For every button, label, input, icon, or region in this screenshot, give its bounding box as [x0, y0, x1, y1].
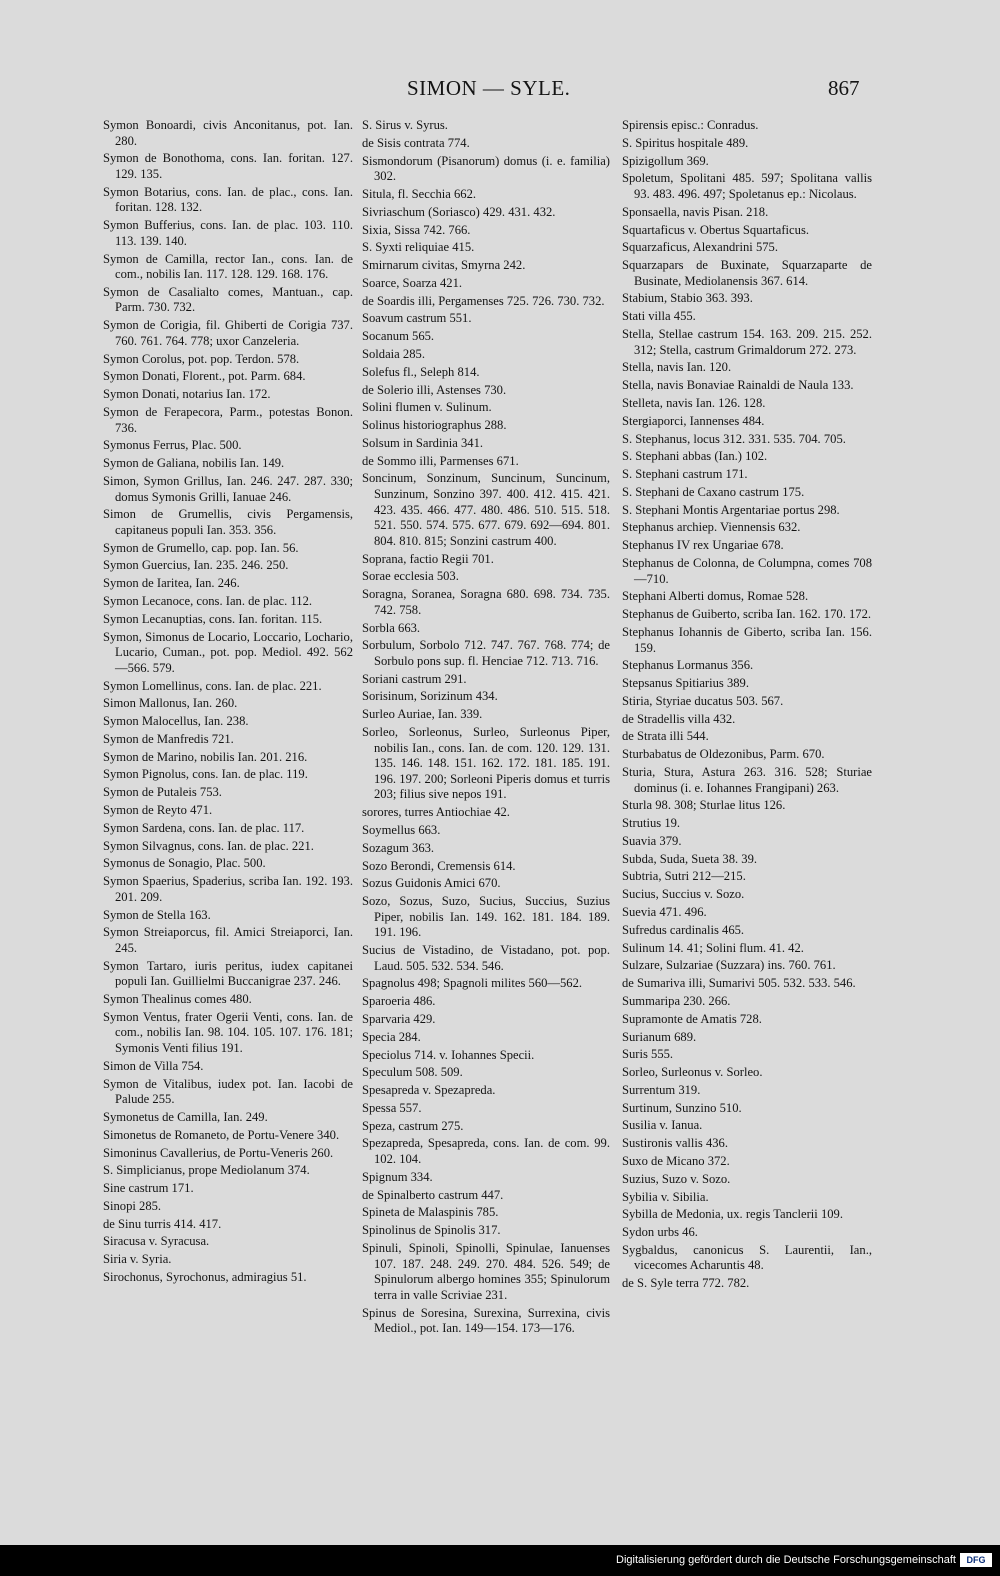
index-entry: Symon Botarius, cons. Ian. de plac., cons. Ian. foritan. 128. 132. — [103, 184, 353, 215]
index-entry: de Strata illi 544. — [622, 729, 709, 744]
index-entry: Solsum in Sardinia 341. — [362, 435, 484, 450]
index-entry: Subtria, Sutri 212—215. — [622, 869, 746, 884]
index-entry: Siria v. Syria. — [103, 1252, 172, 1267]
index-entry: Symon Streiaporcus, fil. Amici Streiaporci, Ian. 245. — [103, 925, 353, 955]
index-entry: Symon Bufferius, cons. Ian. de plac. 103. 110. 113. 139. 140. — [103, 218, 353, 248]
index-entry: Symon Guercius, Ian. 235. 246. 250. — [103, 558, 289, 573]
index-entry: Symonus de Sonagio, Plac. 500. — [103, 856, 266, 871]
footer-bar — [0, 1545, 1000, 1576]
index-entry: Spineta de Malaspinis 785. — [362, 1205, 499, 1220]
page-header — [0, 76, 1000, 106]
index-entry: Squarzaficus, Alexandrini 575. — [622, 240, 778, 255]
index-entry: Socanum 565. — [362, 329, 435, 344]
index-entry: Summaripa 230. 266. — [622, 993, 731, 1008]
index-entry: Sorbulum, Sorbolo 712. 747. 767. 768. 774; de Sorbulo pons sup. fl. Henciae 712. 713. 716. — [362, 638, 610, 668]
index-entry: Squartaficus v. Obertus Squartaficus. — [622, 222, 809, 237]
index-entry: Symon Pignolus, cons. Ian. de plac. 119. — [103, 767, 308, 782]
index-entry: Suzius, Suzo v. Sozo. — [622, 1171, 731, 1186]
index-entry: Spesapreda v. Spezapreda. — [362, 1083, 496, 1098]
index-entry: Sorae ecclesia 503. — [362, 569, 459, 584]
index-entry: Squarzapars de Buxinate, Squarzaparte de Businate, Mediolanensis 367. 614. — [622, 258, 872, 288]
index-entry: Surleo Auriae, Ian. 339. — [362, 707, 483, 722]
index-entry: Soragna, Soranea, Soragna 680. 698. 734. 735. 742. 758. — [362, 587, 610, 617]
index-entry: Soriani castrum 291. — [362, 671, 467, 686]
index-entry: Stephanus de Guiberto, scriba Ian. 162. 170. 172. — [622, 607, 872, 622]
index-entry: Spignum 334. — [362, 1169, 433, 1184]
index-entry: Sustironis vallis 436. — [622, 1136, 729, 1151]
index-entry: Subda, Suda, Sueta 38. 39. — [622, 851, 758, 866]
index-entry: Surtinum, Sunzino 510. — [622, 1100, 742, 1115]
dfg-logo-icon: DFG — [960, 1553, 992, 1567]
index-entry: Symonus Ferrus, Plac. 500. — [103, 438, 242, 453]
index-entry: Sorleo, Sorleonus, Surleo, Surleonus Piper, nobilis Ian., cons. Ian. de com. 120. 129. 131. 135. 146. 148. 151. 162. 172. 181. 185. 191. 196. 197. 200; Sorleoni Piperis domus et turris 203; filius sive nepos 191. — [362, 725, 610, 802]
index-entry: Suxo de Micano 372. — [622, 1153, 730, 1168]
index-entry: S. Stephani de Caxano castrum 175. — [622, 484, 805, 499]
index-entry: S. Stephani Montis Argentariae portus 298. — [622, 502, 840, 517]
index-entry: Symon de Stella 163. — [103, 907, 211, 922]
index-entry: Simon de Grumellis, civis Pergamensis, capitaneus populi Ian. 353. 356. — [103, 507, 353, 537]
index-entry: Solefus fl., Seleph 814. — [362, 364, 480, 379]
index-entry: Spinus de Soresina, Surexina, Surrexina, civis Mediol., pot. Ian. 149—154. 173—176. — [362, 1305, 610, 1336]
index-entry: Sorbla 663. — [362, 620, 421, 635]
index-entry: Sturla 98. 308; Sturlae litus 126. — [622, 798, 786, 813]
index-entry: Sygbaldus, canonicus S. Laurentii, Ian., vicecomes Acharuntis 48. — [622, 1242, 872, 1273]
index-entry: S. Spiritus hospitale 489. — [622, 135, 749, 150]
index-entry: Simon, Symon Grillus, Ian. 246. 247. 287. 330; domus Symonis Grilli, Ianuae 246. — [103, 473, 353, 504]
index-entry: Symon de Putaleis 753. — [103, 785, 222, 800]
index-entry: Stepsanus Spitiarius 389. — [622, 676, 749, 691]
index-entry: Stella, navis Ian. 120. — [622, 360, 732, 375]
index-entry: Sturbabatus de Oldezonibus, Parm. 670. — [622, 747, 825, 762]
index-entry: Symon de Grumello, cap. pop. Ian. 56. — [103, 540, 299, 555]
index-column-3 — [622, 118, 872, 1294]
index-entry: Suevia 471. 496. — [622, 905, 707, 920]
index-entry: S. Stephani abbas (Ian.) 102. — [622, 449, 768, 464]
index-entry: sorores, turres Antiochiae 42. — [362, 805, 510, 820]
index-entry: Stephanus de Colonna, de Columpna, comes 708—710. — [622, 555, 872, 586]
index-entry: Sucius de Vistadino, de Vistadano, pot. pop. Laud. 505. 532. 534. 546. — [362, 943, 610, 973]
index-entry: Specia 284. — [362, 1029, 421, 1044]
index-entry: Sismondorum (Pisanorum) domus (i. e. familia) 302. — [362, 153, 610, 184]
index-entry: Soymellus 663. — [362, 822, 441, 837]
index-column-2 — [362, 118, 610, 1339]
index-entry: Symon Spaerius, Spaderius, scriba Ian. 192. 193. 201. 209. — [103, 874, 353, 904]
index-entry: Symon Lomellinus, cons. Ian. de plac. 221. — [103, 678, 322, 693]
index-entry: Symon Malocellus, Ian. 238. — [103, 714, 249, 729]
index-entry: de Soardis illi, Pergamenses 725. 726. 730. 732. — [362, 293, 605, 308]
index-entry: Symon, Simonus de Locario, Loccario, Lochario, Lucario, Cuman., pot. pop. Mediol. 492. 562—566. 579. — [103, 629, 353, 675]
index-entry: Strutius 19. — [622, 816, 681, 831]
index-entry: Sinopi 285. — [103, 1198, 162, 1213]
index-entry: Symon de Bonothoma, cons. Ian. foritan. 127. 129. 135. — [103, 151, 353, 181]
index-entry: Sozo, Sozus, Suzo, Sucius, Succius, Suzius Piper, nobilis Ian. 149. 162. 181. 184. 189. 191. 196. — [362, 894, 610, 940]
index-entry: Stiria, Styriae ducatus 503. 567. — [622, 693, 784, 708]
index-entry: S. Stephani castrum 171. — [622, 467, 748, 482]
index-entry: Spessa 557. — [362, 1100, 422, 1115]
index-entry: Speza, castrum 275. — [362, 1118, 464, 1133]
index-entry: Sulinum 14. 41; Solini flum. 41. 42. — [622, 940, 804, 955]
index-entry: Spezapreda, Spesapreda, cons. Ian. de com. 99. 102. 104. — [362, 1136, 610, 1167]
index-entry: Simoninus Cavallerius, de Portu-Veneris 260. — [103, 1145, 334, 1160]
index-entry: Symon Sardena, cons. Ian. de plac. 117. — [103, 820, 305, 835]
index-entry: Smirnarum civitas, Smyrna 242. — [362, 258, 526, 273]
index-entry: Symon de Marino, nobilis Ian. 201. 216. — [103, 749, 308, 764]
index-entry: Sirochonus, Syrochonus, admiragius 51. — [103, 1269, 307, 1284]
index-entry: Symon de Iaritea, Ian. 246. — [103, 576, 240, 591]
index-entry: de Spinalberto castrum 447. — [362, 1187, 504, 1202]
index-column-1 — [103, 118, 353, 1288]
index-entry: Symon de Reyto 471. — [103, 803, 213, 817]
index-entry: Stephani Alberti domus, Romae 528. — [622, 589, 809, 604]
index-entry: Solini flumen v. Sulinum. — [362, 400, 492, 415]
index-entry: S. Syxti reliquiae 415. — [362, 240, 475, 255]
index-entry: Spizigollum 369. — [622, 153, 709, 168]
index-entry: Sydon urbs 46. — [622, 1225, 698, 1240]
index-entry: de Sommo illi, Parmenses 671. — [362, 453, 519, 468]
index-entry: Sozagum 363. — [362, 840, 435, 855]
index-entry: Simonetus de Romaneto, de Portu-Venere 340. — [103, 1127, 340, 1142]
index-entry: Stephanus Iohannis de Giberto, scriba Ian. 156. 159. — [622, 624, 872, 655]
index-entry: Symon de Ferapecora, Parm., potestas Bonon. 736. — [103, 404, 353, 435]
index-entry: Susilia v. Ianua. — [622, 1118, 703, 1133]
index-entry: Spinuli, Spinoli, Spinolli, Spinulae, Ianuenses 107. 187. 248. 249. 270. 484. 526. 549; de Spinulorum albergo homines 355; Spinulorum terra in valle Scriviae 231. — [362, 1240, 610, 1302]
index-entry: Sine castrum 171. — [103, 1181, 194, 1196]
index-entry: Symonetus de Camilla, Ian. 249. — [103, 1109, 268, 1124]
index-entry: Sponsaella, navis Pisan. 218. — [622, 204, 769, 219]
index-entry: Sorisinum, Sorizinum 434. — [362, 689, 498, 704]
index-entry: Symon Lecanuptias, cons. Ian. foritan. 115. — [103, 611, 323, 626]
index-entry: Stephanus Lormanus 356. — [622, 658, 754, 673]
index-entry: Symon Thealinus comes 480. — [103, 992, 252, 1007]
index-entry: S. Sirus v. Syrus. — [362, 118, 448, 132]
index-entry: Simon Mallonus, Ian. 260. — [103, 696, 238, 711]
index-entry: Symon Lecanoce, cons. Ian. de plac. 112. — [103, 594, 313, 608]
index-entry: de Solerio illi, Astenses 730. — [362, 382, 507, 397]
index-entry: Sixia, Sissa 742. 766. — [362, 222, 471, 237]
index-entry: de Sinu turris 414. 417. — [103, 1216, 222, 1231]
index-entry: Surianum 689. — [622, 1029, 697, 1044]
index-entry: Sturia, Stura, Astura 263. 316. 528; Sturiae dominus (i. e. Iohannes Frangipani) 263. — [622, 764, 872, 795]
index-entry: Symon Tartaro, iuris peritus, iudex capitanei populi Ian. Guillielmi Buccanigrae 237. 246. — [103, 958, 353, 989]
index-entry: Stati villa 455. — [622, 309, 696, 324]
index-entry: Suris 555. — [622, 1047, 674, 1062]
index-entry: Speciolus 714. v. Iohannes Specii. — [362, 1047, 535, 1062]
funding-credit: Digitalisierung gefördert durch die Deutsche Forschungsgemeinschaft — [616, 1554, 956, 1566]
index-entry: Sparoeria 486. — [362, 994, 436, 1009]
index-entry: Symon Silvagnus, cons. Ian. de plac. 221. — [103, 838, 314, 853]
index-entry: Soavum castrum 551. — [362, 311, 472, 326]
index-entry: Sozus Guidonis Amici 670. — [362, 876, 501, 891]
index-entry: Sorleo, Surleonus v. Sorleo. — [622, 1065, 763, 1080]
index-entry: Stabium, Stabio 363. 393. — [622, 291, 753, 306]
index-entry: Sozo Berondi, Cremensis 614. — [362, 858, 516, 873]
index-entry: Supramonte de Amatis 728. — [622, 1011, 762, 1026]
index-entry: de Sisis contrata 774. — [362, 135, 470, 150]
index-entry: Symon Corolus, pot. pop. Terdon. 578. — [103, 351, 300, 366]
index-entry: Sybilia v. Sibilia. — [622, 1189, 709, 1204]
index-entry: Symon de Manfredis 721. — [103, 731, 234, 746]
index-entry: Stelleta, navis Ian. 126. 128. — [622, 395, 766, 410]
index-entry: Speculum 508. 509. — [362, 1065, 463, 1080]
index-entry: Spagnolus 498; Spagnoli milites 560—562. — [362, 976, 583, 991]
index-entry: de Sumariva illi, Sumarivi 505. 532. 533. 546. — [622, 976, 856, 991]
index-entry: Siracusa v. Syracusa. — [103, 1234, 210, 1249]
running-title: SIMON — SYLE. — [407, 76, 571, 100]
index-entry: Solinus historiographus 288. — [362, 418, 507, 433]
index-entry: de Stradellis villa 432. — [622, 711, 736, 726]
index-entry: Surrentum 319. — [622, 1082, 701, 1097]
index-entry: Sybilla de Medonia, ux. regis Tanclerii 109. — [622, 1207, 843, 1222]
index-entry: Symon de Galiana, nobilis Ian. 149. — [103, 456, 285, 471]
index-entry: Sufredus cardinalis 465. — [622, 922, 745, 937]
index-entry: Spoletum, Spolitani 485. 597; Spolitana vallis 93. 483. 496. 497; Spoletanus ep.: Nicolaus. — [622, 171, 872, 201]
index-entry: Stella, navis Bonaviae Rainaldi de Naula 133. — [622, 378, 854, 393]
index-entry: Suavia 379. — [622, 833, 682, 848]
index-entry: Symon de Corigia, fil. Ghiberti de Corigia 737. 760. 761. 764. 778; uxor Canzeleria. — [103, 318, 353, 348]
index-entry: Soncinum, Sonzinum, Suncinum, Suncinum, Sunzinum, Sonzino 397. 400. 412. 415. 421. 423. 435. 466. 477. 480. 486. 510. 515. 518. 521. 550. 574. 575. 677. 679. 692—694. 801. 804. 810. 815; Sonzini castrum 400. — [362, 471, 610, 548]
index-entry: Stephanus IV rex Ungariae 678. — [622, 538, 784, 553]
index-entry: Soarce, Soarza 421. — [362, 275, 463, 290]
index-entry: Simon de Villa 754. — [103, 1058, 204, 1073]
index-entry: Sivriaschum (Soriasco) 429. 431. 432. — [362, 204, 556, 219]
index-entry: Sparvaria 429. — [362, 1012, 436, 1026]
index-entry: Soldaia 285. — [362, 346, 425, 361]
index-entry: S. Stephanus, locus 312. 331. 535. 704. 705. — [622, 431, 846, 446]
index-entry: Sucius, Succius v. Sozo. — [622, 887, 745, 902]
index-entry: S. Simplicianus, prope Mediolanum 374. — [103, 1163, 310, 1178]
index-entry: Soprana, factio Regii 701. — [362, 551, 494, 566]
index-entry: Symon Donati, notarius Ian. 172. — [103, 387, 271, 402]
index-entry: Spirensis episc.: Conradus. — [622, 118, 759, 132]
page-number: 867 — [828, 76, 860, 100]
index-entry: Stella, Stellae castrum 154. 163. 209. 215. 252. 312; Stella, castrum Grimaldorum 272. 273. — [622, 327, 872, 357]
index-entry: Symon Donati, Florent., pot. Parm. 684. — [103, 369, 306, 384]
index-entry: Sulzare, Sulzariae (Suzzara) ins. 760. 761. — [622, 958, 836, 973]
index-entry: Symon de Vitalibus, iudex pot. Ian. Iacobi de Palude 255. — [103, 1076, 353, 1107]
index-entry: Symon Ventus, frater Ogerii Venti, cons. Ian. de com., nobilis Ian. 98. 104. 105. 107. 176. 181; Symonis Venti filius 191. — [103, 1009, 353, 1055]
index-entry: Situla, fl. Secchia 662. — [362, 186, 477, 201]
index-entry: Symon de Casalialto comes, Mantuan., cap. Parm. 730. 732. — [103, 284, 353, 315]
index-entry: Stergiaporci, Iannenses 484. — [622, 413, 765, 428]
index-entry: de S. Syle terra 772. 782. — [622, 1276, 750, 1291]
index-entry: Spinolinus de Spinolis 317. — [362, 1223, 501, 1238]
index-entry: Stephanus archiep. Viennensis 632. — [622, 520, 801, 535]
index-entry: Symon de Camilla, rector Ian., cons. Ian. de com., nobilis Ian. 117. 128. 129. 168. 176. — [103, 251, 353, 282]
index-entry: Symon Bonoardi, civis Anconitanus, pot. Ian. 280. — [103, 118, 353, 148]
